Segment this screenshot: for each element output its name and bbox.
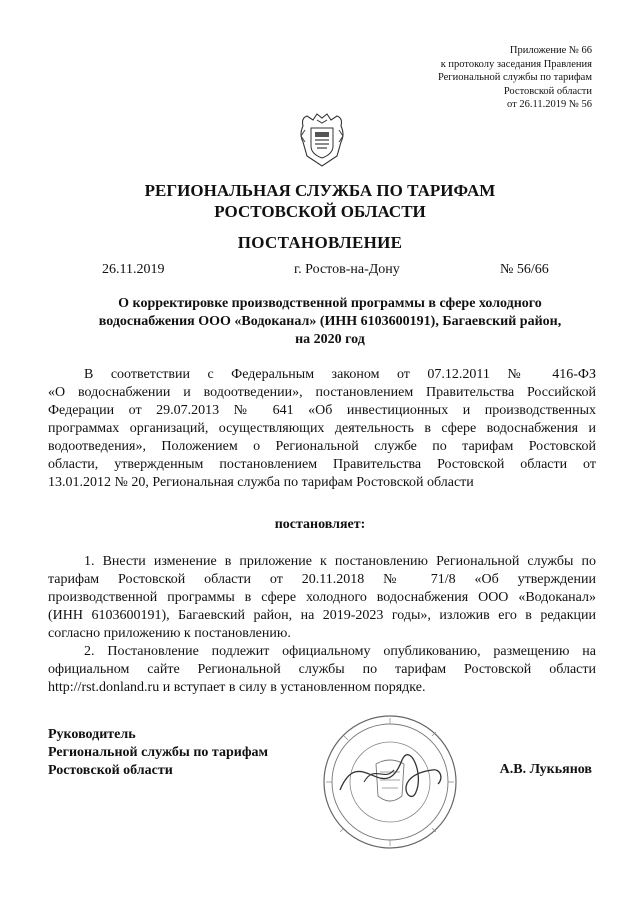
resolution-items — [48, 553, 596, 697]
item2-line: официальном сайте Региональной службы по тарифам Ростовской области — [48, 662, 596, 677]
preamble-line: «О водоснабжении и водоотведении», постановлением Правительства Российской — [48, 385, 596, 400]
preamble-line: водоотведения», Положением о Региональной службе по тарифам Ростовской — [48, 439, 596, 454]
appendix-line: от 26.11.2019 № 56 — [507, 99, 592, 111]
preamble-line: программах организаций, осуществляющих деятельность в сфере водоснабжения и — [48, 421, 596, 436]
appendix-line: к протоколу заседания Правления — [440, 58, 592, 70]
document-number: № 56/66 — [500, 262, 549, 277]
item1-line: 1. Внести изменение в приложение к постановлению Региональной службы по — [84, 554, 596, 569]
signatory-title-line: Руководитель — [48, 727, 136, 742]
item1-line: согласно приложению к постановлению. — [48, 626, 291, 641]
item1-line: тарифам Ростовской области от 20.11.2018 № 71/8 «Об утверждении — [48, 572, 596, 587]
signatory-title-line: Региональной службы по тарифам — [48, 745, 269, 760]
document-city: г. Ростов-на-Дону — [294, 262, 400, 277]
org-title-line1: РЕГИОНАЛЬНАЯ СЛУЖБА ПО ТАРИФАМ — [144, 181, 496, 200]
resolves-heading: постановляет: — [274, 517, 366, 532]
appendix-line: Приложение № 66 — [509, 45, 592, 56]
item2-line: 2. Постановление подлежит официальному опубликованию, размещению на — [84, 644, 596, 659]
subject-line: водоснабжения ООО «Водоканал» (ИНН 6103600191), Багаевский район, — [98, 314, 562, 329]
signatory-name: А.В. Лукьянов — [499, 762, 592, 777]
preamble-line: В соответствии с Федеральным законом от 07.12.2011 № 416-ФЗ — [84, 367, 596, 382]
preamble-line: области, утвержденным постановлением Правительства Ростовской области от — [48, 457, 596, 472]
preamble-line: Федерации от 29.07.2013 № 641 «Об инвестиционных и производственных — [48, 403, 596, 418]
org-title-line2: РОСТОВСКОЙ ОБЛАСТИ — [214, 202, 426, 221]
item1-line: (ИНН 6103600191), Багаевский район, на 2019-2023 годы», изложив его в редакции — [48, 608, 596, 623]
item2-line: http://rst.donland.ru и вступает в силу в установленном порядке. — [48, 680, 426, 695]
signatory-title-line: Ростовской области — [48, 763, 173, 778]
appendix-line: Ростовской области — [503, 85, 592, 97]
coat-of-arms-icon — [297, 112, 347, 168]
subject-line: О корректировке производственной программы в сфере холодного — [118, 296, 542, 311]
preamble-paragraph — [48, 366, 596, 492]
subject-line: на 2020 год — [295, 332, 365, 347]
appendix-note — [438, 44, 592, 112]
document-date: 26.11.2019 — [102, 262, 165, 277]
official-seal-icon — [320, 712, 460, 852]
preamble-line: 13.01.2012 № 20, Региональная служба по тарифам Ростовской области — [48, 475, 474, 490]
signatory-title — [48, 726, 268, 780]
document-type-heading: ПОСТАНОВЛЕНИЕ — [237, 233, 403, 252]
document-subject — [80, 295, 580, 349]
item1-line: производственной программы в сфере холодного водоснабжения ООО «Водоканал» — [48, 590, 596, 605]
appendix-line: Региональной службы по тарифам — [437, 72, 592, 84]
